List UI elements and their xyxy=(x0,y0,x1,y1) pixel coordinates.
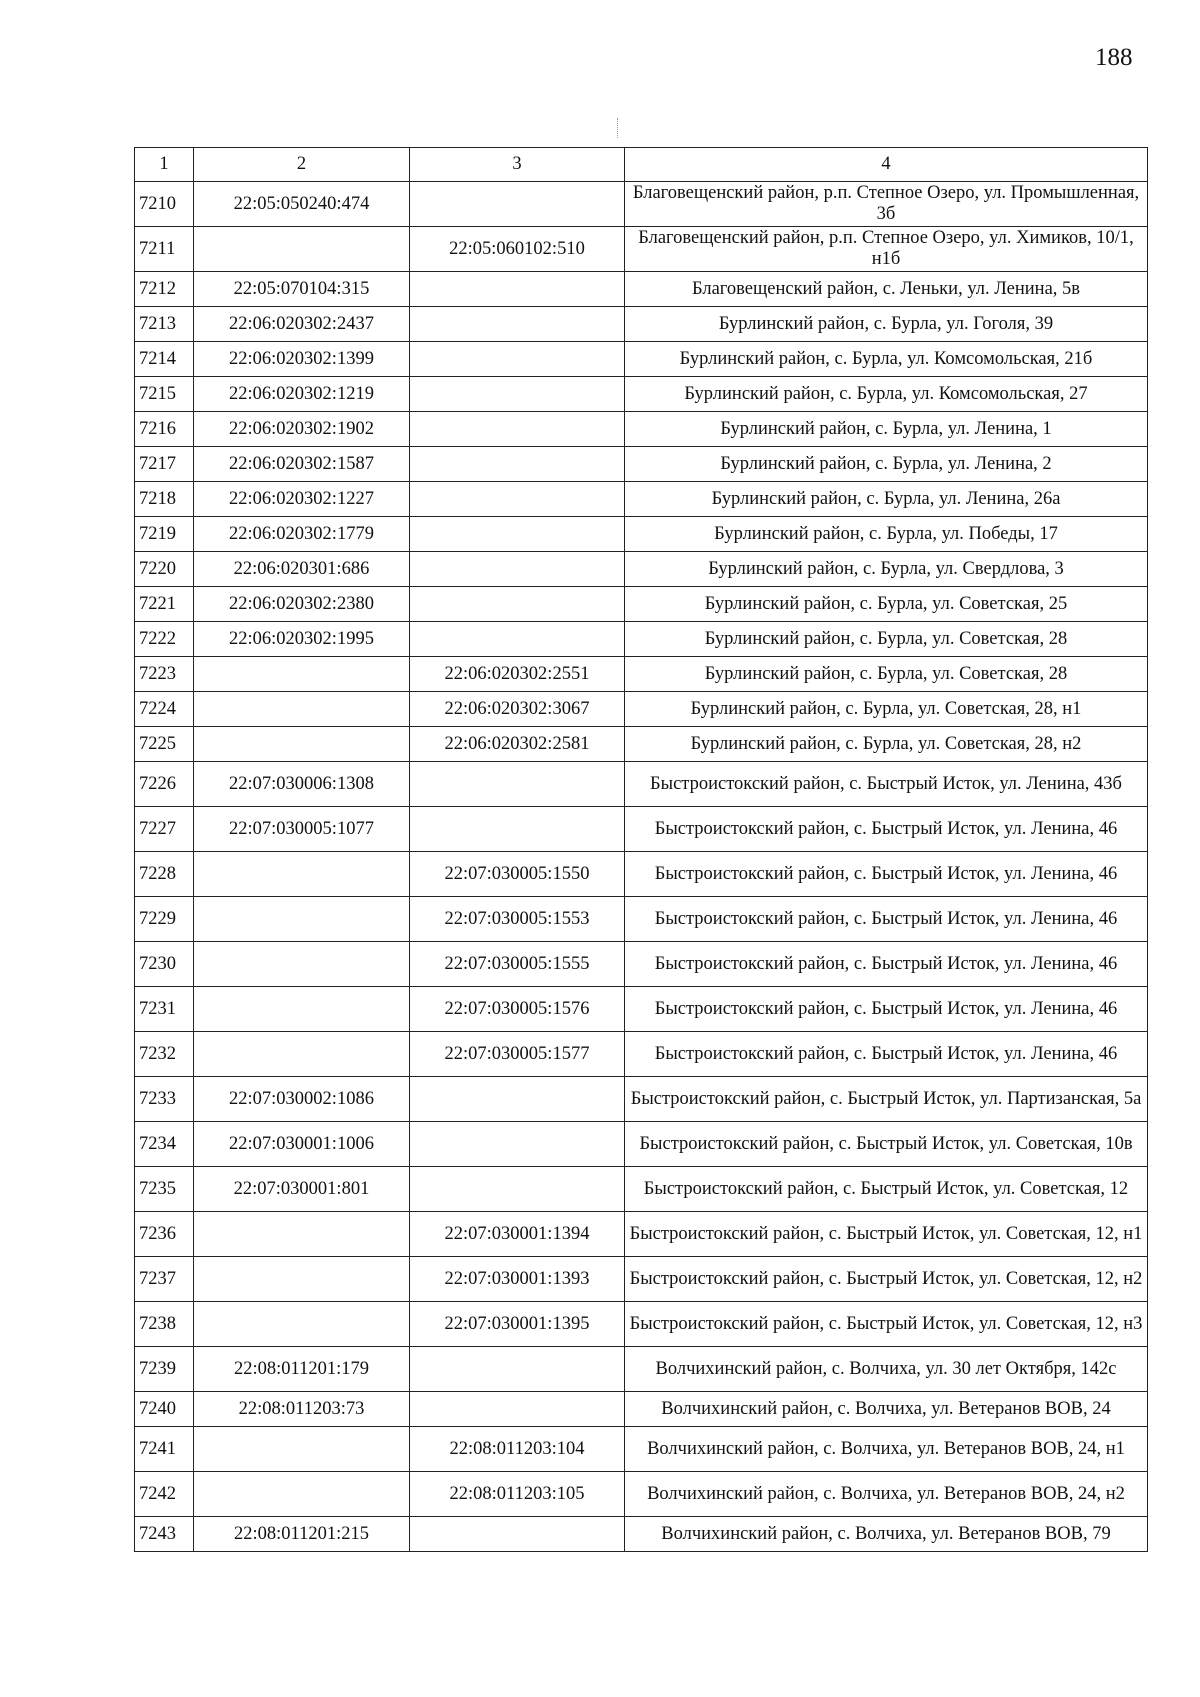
cadastral-number-col3: 22:07:030005:1577 xyxy=(410,1032,625,1077)
cadastral-number-col2: 22:06:020302:1587 xyxy=(194,447,410,482)
cadastral-number-col2 xyxy=(194,1302,410,1347)
table-row xyxy=(135,377,1148,412)
column-header: 2 xyxy=(194,148,410,182)
cadastral-number-col2 xyxy=(194,1212,410,1257)
row-number: 7243 xyxy=(135,1517,194,1552)
cadastral-number-col2 xyxy=(194,942,410,987)
cadastral-number-col2: 22:06:020302:1227 xyxy=(194,482,410,517)
cadastral-number-col3: 22:07:030001:1393 xyxy=(410,1257,625,1302)
table-row xyxy=(135,1517,1148,1552)
cadastral-number-col3 xyxy=(410,1167,625,1212)
address-cell: Быстроистокский район, с. Быстрый Исток, ул. Советская, 12, н3 xyxy=(625,1302,1148,1347)
cadastral-number-col3: 22:06:020302:3067 xyxy=(410,692,625,727)
cadastral-number-col3: 22:06:020302:2551 xyxy=(410,657,625,692)
row-number: 7214 xyxy=(135,342,194,377)
table-row xyxy=(135,1257,1148,1302)
table-row xyxy=(135,1212,1148,1257)
cadastral-number-col3 xyxy=(410,1392,625,1427)
cadastral-number-col2: 22:06:020302:1902 xyxy=(194,412,410,447)
address-cell: Быстроистокский район, с. Быстрый Исток, ул. Ленина, 46 xyxy=(625,852,1148,897)
cadastral-number-col2 xyxy=(194,987,410,1032)
cadastral-number-col3 xyxy=(410,447,625,482)
address-cell: Благовещенский район, р.п. Степное Озеро, ул. Химиков, 10/1, н1б xyxy=(625,227,1148,272)
address-cell: Быстроистокский район, с. Быстрый Исток, ул. Ленина, 46 xyxy=(625,807,1148,852)
cadastral-number-col2: 22:08:011201:215 xyxy=(194,1517,410,1552)
cadastral-number-col2: 22:07:030005:1077 xyxy=(194,807,410,852)
table-row xyxy=(135,852,1148,897)
address-cell: Бурлинский район, с. Бурла, ул. Советская, 28, н1 xyxy=(625,692,1148,727)
row-number: 7231 xyxy=(135,987,194,1032)
address-cell: Бурлинский район, с. Бурла, ул. Советская, 28 xyxy=(625,622,1148,657)
cadastral-number-col3 xyxy=(410,1077,625,1122)
table-row xyxy=(135,307,1148,342)
address-cell: Волчихинский район, с. Волчиха, ул. Ветеранов ВОВ, 79 xyxy=(625,1517,1148,1552)
cadastral-number-col2: 22:08:011203:73 xyxy=(194,1392,410,1427)
cadastral-number-col2: 22:06:020301:686 xyxy=(194,552,410,587)
address-cell: Быстроистокский район, с. Быстрый Исток, ул. Партизанская, 5а xyxy=(625,1077,1148,1122)
address-cell: Волчихинский район, с. Волчиха, ул. Ветеранов ВОВ, 24, н2 xyxy=(625,1472,1148,1517)
cadastral-number-col3 xyxy=(410,762,625,807)
row-number: 7212 xyxy=(135,272,194,307)
cadastral-number-col2 xyxy=(194,852,410,897)
cadastral-number-col3 xyxy=(410,517,625,552)
cadastral-number-col3: 22:08:011203:105 xyxy=(410,1472,625,1517)
row-number: 7233 xyxy=(135,1077,194,1122)
address-cell: Быстроистокский район, с. Быстрый Исток, ул. Ленина, 43б xyxy=(625,762,1148,807)
cadastral-number-col2 xyxy=(194,1427,410,1472)
row-number: 7215 xyxy=(135,377,194,412)
row-number: 7230 xyxy=(135,942,194,987)
address-cell: Бурлинский район, с. Бурла, ул. Свердлова, 3 xyxy=(625,552,1148,587)
row-number: 7227 xyxy=(135,807,194,852)
cadastral-number-col2: 22:07:030006:1308 xyxy=(194,762,410,807)
table-row xyxy=(135,762,1148,807)
row-number: 7240 xyxy=(135,1392,194,1427)
address-cell: Бурлинский район, с. Бурла, ул. Советская, 28 xyxy=(625,657,1148,692)
row-number: 7238 xyxy=(135,1302,194,1347)
table-row xyxy=(135,807,1148,852)
cadastral-number-col3: 22:07:030005:1553 xyxy=(410,897,625,942)
address-cell: Быстроистокский район, с. Быстрый Исток, ул. Советская, 12, н1 xyxy=(625,1212,1148,1257)
table-row xyxy=(135,657,1148,692)
cadastral-number-col2: 22:07:030001:801 xyxy=(194,1167,410,1212)
registry-table xyxy=(134,147,1148,1552)
row-number: 7224 xyxy=(135,692,194,727)
cadastral-number-col2: 22:06:020302:2437 xyxy=(194,307,410,342)
table-row xyxy=(135,897,1148,942)
column-header: 4 xyxy=(625,148,1148,182)
address-cell: Быстроистокский район, с. Быстрый Исток, ул. Ленина, 46 xyxy=(625,987,1148,1032)
cadastral-number-col3: 22:07:030001:1395 xyxy=(410,1302,625,1347)
address-cell: Волчихинский район, с. Волчиха, ул. Ветеранов ВОВ, 24, н1 xyxy=(625,1427,1148,1472)
row-number: 7242 xyxy=(135,1472,194,1517)
address-cell: Благовещенский район, р.п. Степное Озеро, ул. Промышленная, 3б xyxy=(625,182,1148,227)
cadastral-number-col3 xyxy=(410,1122,625,1167)
cadastral-number-col2: 22:07:030001:1006 xyxy=(194,1122,410,1167)
cadastral-number-col2: 22:06:020302:1219 xyxy=(194,377,410,412)
row-number: 7218 xyxy=(135,482,194,517)
table-row xyxy=(135,1032,1148,1077)
table-row xyxy=(135,552,1148,587)
cadastral-number-col3 xyxy=(410,1517,625,1552)
cadastral-number-col2 xyxy=(194,227,410,272)
table-row xyxy=(135,587,1148,622)
row-number: 7225 xyxy=(135,727,194,762)
cadastral-number-col3: 22:07:030005:1550 xyxy=(410,852,625,897)
address-cell: Бурлинский район, с. Бурла, ул. Комсомольская, 27 xyxy=(625,377,1148,412)
cadastral-number-col2 xyxy=(194,727,410,762)
cadastral-number-col3 xyxy=(410,482,625,517)
table-row xyxy=(135,1472,1148,1517)
table-header-row xyxy=(135,148,1148,182)
cadastral-number-col3 xyxy=(410,272,625,307)
address-cell: Быстроистокский район, с. Быстрый Исток, ул. Советская, 10в xyxy=(625,1122,1148,1167)
table-row xyxy=(135,342,1148,377)
address-cell: Быстроистокский район, с. Быстрый Исток, ул. Советская, 12, н2 xyxy=(625,1257,1148,1302)
cadastral-number-col3 xyxy=(410,552,625,587)
table-row xyxy=(135,1077,1148,1122)
row-number: 7216 xyxy=(135,412,194,447)
cadastral-number-col3 xyxy=(410,182,625,227)
table-row xyxy=(135,1347,1148,1392)
scan-mark xyxy=(617,118,619,138)
row-number: 7223 xyxy=(135,657,194,692)
address-cell: Бурлинский район, с. Бурла, ул. Ленина, 2 xyxy=(625,447,1148,482)
column-header: 1 xyxy=(135,148,194,182)
table-row xyxy=(135,1302,1148,1347)
cadastral-number-col2 xyxy=(194,1257,410,1302)
table-row xyxy=(135,1392,1148,1427)
address-cell: Бурлинский район, с. Бурла, ул. Победы, 17 xyxy=(625,517,1148,552)
address-cell: Волчихинский район, с. Волчиха, ул. 30 лет Октября, 142с xyxy=(625,1347,1148,1392)
cadastral-number-col2 xyxy=(194,1472,410,1517)
address-cell: Благовещенский район, с. Леньки, ул. Ленина, 5в xyxy=(625,272,1148,307)
row-number: 7211 xyxy=(135,227,194,272)
page-number: 188 xyxy=(1095,44,1133,71)
cadastral-number-col3: 22:08:011203:104 xyxy=(410,1427,625,1472)
cadastral-number-col2: 22:06:020302:1779 xyxy=(194,517,410,552)
cadastral-number-col2: 22:05:050240:474 xyxy=(194,182,410,227)
cadastral-number-col3 xyxy=(410,807,625,852)
cadastral-number-col3: 22:07:030001:1394 xyxy=(410,1212,625,1257)
address-cell: Бурлинский район, с. Бурла, ул. Советская, 25 xyxy=(625,587,1148,622)
cadastral-number-col2: 22:06:020302:2380 xyxy=(194,587,410,622)
table-row xyxy=(135,412,1148,447)
table-row xyxy=(135,942,1148,987)
row-number: 7234 xyxy=(135,1122,194,1167)
address-cell: Бурлинский район, с. Бурла, ул. Советская, 28, н2 xyxy=(625,727,1148,762)
cadastral-number-col3 xyxy=(410,412,625,447)
table-row xyxy=(135,1427,1148,1472)
cadastral-number-col3 xyxy=(410,307,625,342)
row-number: 7221 xyxy=(135,587,194,622)
address-cell: Быстроистокский район, с. Быстрый Исток, ул. Ленина, 46 xyxy=(625,942,1148,987)
cadastral-number-col3 xyxy=(410,622,625,657)
table-row xyxy=(135,447,1148,482)
table-row xyxy=(135,622,1148,657)
row-number: 7229 xyxy=(135,897,194,942)
cadastral-number-col2: 22:08:011201:179 xyxy=(194,1347,410,1392)
table-row xyxy=(135,227,1148,272)
table-row xyxy=(135,727,1148,762)
address-cell: Бурлинский район, с. Бурла, ул. Комсомольская, 21б xyxy=(625,342,1148,377)
row-number: 7213 xyxy=(135,307,194,342)
table-row xyxy=(135,987,1148,1032)
address-cell: Быстроистокский район, с. Быстрый Исток, ул. Ленина, 46 xyxy=(625,897,1148,942)
row-number: 7232 xyxy=(135,1032,194,1077)
address-cell: Быстроистокский район, с. Быстрый Исток, ул. Советская, 12 xyxy=(625,1167,1148,1212)
row-number: 7217 xyxy=(135,447,194,482)
column-header: 3 xyxy=(410,148,625,182)
row-number: 7220 xyxy=(135,552,194,587)
row-number: 7228 xyxy=(135,852,194,897)
address-cell: Волчихинский район, с. Волчиха, ул. Ветеранов ВОВ, 24 xyxy=(625,1392,1148,1427)
cadastral-number-col3 xyxy=(410,1347,625,1392)
address-cell: Быстроистокский район, с. Быстрый Исток, ул. Ленина, 46 xyxy=(625,1032,1148,1077)
row-number: 7210 xyxy=(135,182,194,227)
row-number: 7239 xyxy=(135,1347,194,1392)
cadastral-number-col2 xyxy=(194,692,410,727)
cadastral-number-col2: 22:05:070104:315 xyxy=(194,272,410,307)
table-row xyxy=(135,692,1148,727)
row-number: 7237 xyxy=(135,1257,194,1302)
row-number: 7241 xyxy=(135,1427,194,1472)
cadastral-number-col3: 22:05:060102:510 xyxy=(410,227,625,272)
table-row xyxy=(135,1167,1148,1212)
table-row xyxy=(135,517,1148,552)
table-row xyxy=(135,272,1148,307)
cadastral-number-col2 xyxy=(194,1032,410,1077)
address-cell: Бурлинский район, с. Бурла, ул. Ленина, 1 xyxy=(625,412,1148,447)
cadastral-number-col3 xyxy=(410,342,625,377)
cadastral-number-col2: 22:06:020302:1995 xyxy=(194,622,410,657)
row-number: 7235 xyxy=(135,1167,194,1212)
row-number: 7236 xyxy=(135,1212,194,1257)
row-number: 7219 xyxy=(135,517,194,552)
cadastral-number-col2: 22:06:020302:1399 xyxy=(194,342,410,377)
cadastral-number-col3: 22:06:020302:2581 xyxy=(410,727,625,762)
cadastral-number-col2 xyxy=(194,657,410,692)
table-row xyxy=(135,182,1148,227)
table-row xyxy=(135,482,1148,517)
row-number: 7222 xyxy=(135,622,194,657)
address-cell: Бурлинский район, с. Бурла, ул. Ленина, 26а xyxy=(625,482,1148,517)
cadastral-number-col3 xyxy=(410,587,625,622)
cadastral-number-col3: 22:07:030005:1576 xyxy=(410,987,625,1032)
table-row xyxy=(135,1122,1148,1167)
cadastral-number-col3: 22:07:030005:1555 xyxy=(410,942,625,987)
cadastral-number-col2 xyxy=(194,897,410,942)
cadastral-number-col3 xyxy=(410,377,625,412)
row-number: 7226 xyxy=(135,762,194,807)
cadastral-number-col2: 22:07:030002:1086 xyxy=(194,1077,410,1122)
address-cell: Бурлинский район, с. Бурла, ул. Гоголя, 39 xyxy=(625,307,1148,342)
